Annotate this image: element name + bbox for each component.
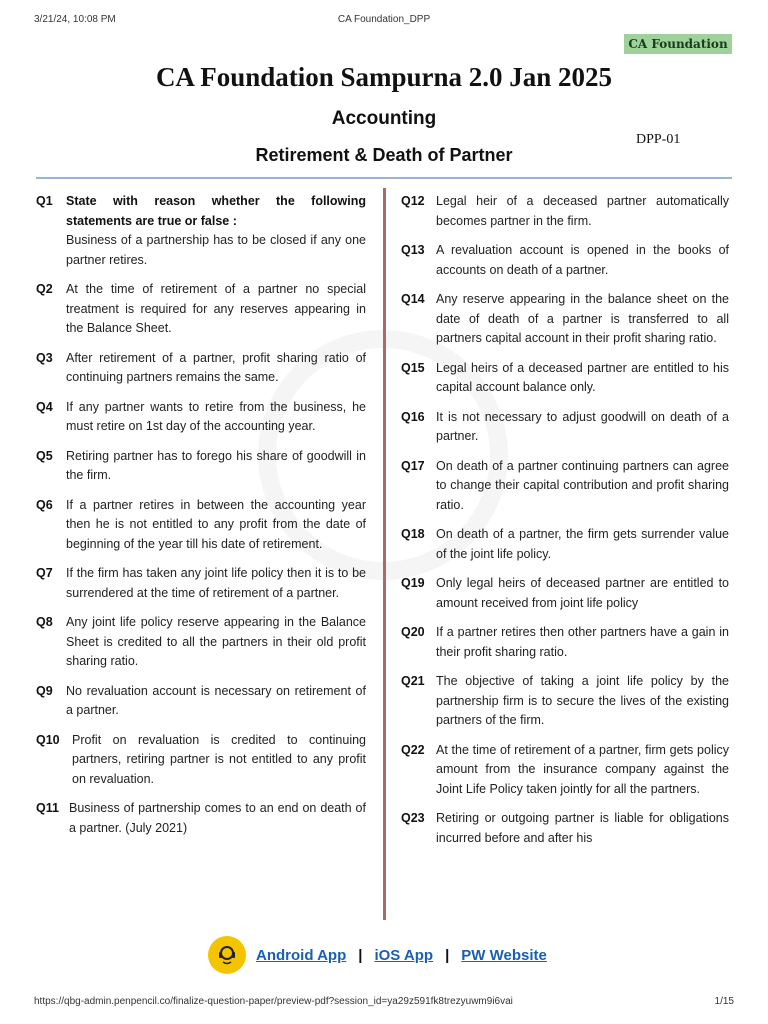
pw-website-link[interactable]: PW Website — [461, 946, 547, 964]
question-item — [401, 359, 729, 398]
chapter-heading: Retirement & Death of Partner — [255, 145, 513, 165]
question-number: Q12 — [401, 194, 425, 208]
course-badge: CA Foundation — [624, 34, 732, 54]
question-item — [36, 349, 366, 388]
question-item — [36, 613, 366, 672]
question-text: At the time of retirement of a partner, firm gets policy amount from the insurance company against the Joint Life Policy taken jointly for all the partners. — [436, 742, 729, 796]
question-item — [401, 241, 729, 280]
print-doc-title: CA Foundation_DPP — [337, 14, 431, 25]
question-instruction: State with reason whether the following statements are true or false : — [66, 194, 366, 228]
question-text: If a partner retires in between the accounting year then he is not entitled to any profit from the date of beginning of the year till his date of retirement. — [66, 497, 366, 551]
question-text: On death of a partner continuing partners can agree to change their capital contribution and profit sharing ratio. — [436, 458, 729, 512]
question-text: On death of a partner, the firm gets surrender value of the joint life policy. — [436, 527, 729, 561]
question-item — [401, 741, 729, 800]
question-item — [36, 731, 366, 790]
question-number: Q14 — [401, 292, 425, 306]
column-divider — [383, 188, 386, 920]
question-text: Legal heir of a deceased partner automatically becomes partner in the firm. — [436, 194, 729, 228]
question-number: Q18 — [401, 527, 425, 541]
print-header — [34, 14, 734, 28]
question-number: Q20 — [401, 625, 425, 639]
question-text: If any partner wants to retire from the business, he must retire on 1st day of the accounting year. — [66, 399, 366, 433]
question-item — [36, 398, 366, 437]
question-text: It is not necessary to adjust goodwill on death of a partner. — [436, 409, 729, 443]
android-app-link[interactable]: Android App — [256, 946, 347, 964]
question-text: Business of a partnership has to be closed if any one partner retires. — [66, 233, 366, 267]
question-text: After retirement of a partner, profit sharing ratio of continuing partners remains the same. — [66, 350, 366, 384]
question-text: A revaluation account is opened in the books of accounts on death of a partner. — [436, 243, 729, 277]
customer-service-icon[interactable] — [208, 936, 246, 974]
question-text: Legal heirs of a deceased partner are entitled to his capital account balance only. — [436, 360, 729, 394]
header-divider — [36, 177, 732, 179]
question-text: Profit on revaluation is credited to continuing partners, retiring partner is not entitled to any profit on revaluation. — [72, 732, 366, 786]
question-number: Q21 — [401, 674, 425, 688]
question-item — [401, 574, 729, 613]
question-text: If the firm has taken any joint life policy then it is to be surrendered at the time of retirement of a partner. — [66, 566, 366, 600]
question-number: Q13 — [401, 243, 425, 257]
question-item — [401, 192, 729, 231]
question-number: Q19 — [401, 576, 425, 590]
page-title: CA Foundation Sampurna 2.0 Jan 2025 — [155, 62, 613, 92]
question-text: If a partner retires then other partners have a gain in their profit sharing ratio. — [436, 625, 729, 659]
question-number: Q23 — [401, 811, 425, 825]
question-text: No revaluation account is necessary on retirement of a partner. — [66, 683, 366, 717]
print-url: https://qbg-admin.penpencil.co/finalize-question-paper/preview-pdf?session_id=ya29z591fk8trezyuwm9i6vai — [34, 996, 513, 1007]
question-item — [401, 525, 729, 564]
question-item — [36, 192, 366, 270]
question-item — [36, 280, 366, 339]
question-number: Q8 — [36, 615, 53, 629]
question-item — [401, 408, 729, 447]
question-item — [36, 496, 366, 555]
question-item — [401, 457, 729, 516]
question-item — [401, 290, 729, 349]
page-number: 1/15 — [714, 996, 734, 1007]
question-number: Q3 — [36, 350, 53, 365]
question-number: Q1 — [36, 194, 53, 208]
question-number: Q4 — [36, 399, 53, 414]
question-number: Q9 — [36, 683, 53, 698]
question-item — [401, 809, 729, 848]
left-question-column — [36, 192, 366, 848]
link-separator: | — [358, 946, 363, 964]
question-text: Any reserve appearing in the balance sheet on the date of death of a partner is transferred to all partners capital account in their profit sharing ratio. — [436, 292, 729, 345]
question-number: Q11 — [36, 801, 59, 815]
subject-heading: Accounting — [331, 108, 437, 129]
question-item — [36, 799, 366, 838]
print-date: 3/21/24, 10:08 PM — [34, 14, 116, 25]
question-number: Q6 — [36, 497, 53, 512]
question-item — [36, 564, 366, 603]
link-separator: | — [445, 946, 450, 964]
question-number: Q17 — [401, 458, 425, 473]
question-number: Q22 — [401, 742, 425, 757]
dpp-label: DPP-01 — [636, 132, 681, 147]
question-item — [401, 623, 729, 662]
question-item — [401, 672, 729, 731]
question-text: Business of partnership comes to an end on death of a partner. (July 2021) — [69, 801, 366, 835]
question-number: Q16 — [401, 409, 425, 424]
app-links-bar — [208, 937, 547, 973]
question-text: Any joint life policy reserve appearing in the Balance Sheet is credited to all the partners in their old profit sharing ratio. — [66, 615, 366, 668]
question-number: Q2 — [36, 282, 53, 296]
question-number: Q5 — [36, 448, 53, 463]
question-text: At the time of retirement of a partner no special treatment is required for any reserves appearing in the Balance Sheet. — [66, 282, 366, 335]
question-item — [36, 682, 366, 721]
question-text: Retiring or outgoing partner is liable for obligations incurred before and after his — [436, 811, 729, 845]
question-number: Q7 — [36, 566, 53, 580]
question-number: Q15 — [401, 360, 425, 375]
ios-app-link[interactable]: iOS App — [374, 946, 434, 964]
right-question-column — [401, 192, 729, 858]
question-text: Only legal heirs of deceased partner are entitled to amount received from joint life policy — [436, 576, 729, 610]
question-number: Q10 — [36, 732, 60, 747]
question-text: Retiring partner has to forego his share of goodwill in the firm. — [66, 448, 366, 482]
question-text: The objective of taking a joint life policy by the partnership firm is to secure the lives of the existing partners of the firm. — [436, 674, 729, 727]
question-item — [36, 447, 366, 486]
